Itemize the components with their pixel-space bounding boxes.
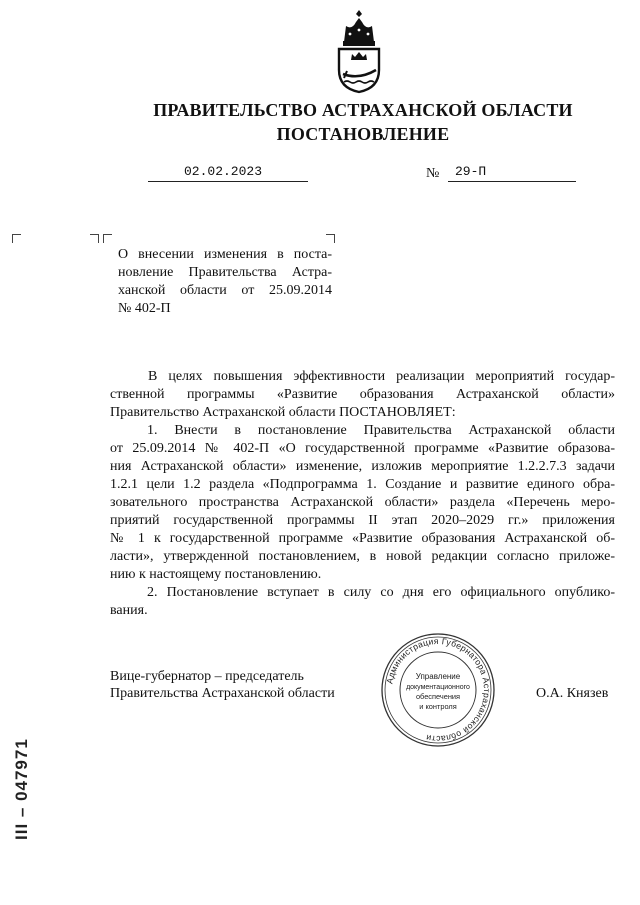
number-sign: №	[426, 166, 440, 181]
subject-line: ханской области от 25.09.2014	[118, 283, 332, 298]
body-line: В целях повышения эффективности реализации мероприятий государ-	[148, 369, 615, 384]
body-line: 1. Внести в постановление Правительства Астраханской области	[147, 423, 615, 438]
body-line: приятий государственной программы II этап 2020–2029 гг.» приложения	[110, 513, 615, 528]
corner-mark	[12, 234, 21, 243]
signatory-name: О.А. Князев	[536, 686, 609, 701]
body-line: Правительство Астраханской области ПОСТАНОВЛЯЕТ:	[110, 405, 456, 420]
number-underline	[448, 181, 576, 182]
document-number: 29-П	[455, 164, 487, 179]
stamp-inner-line: обеспечения	[415, 692, 461, 701]
body-line: 1.2.1 цели 1.2 раздела «Подпрограмма 1. Создание и развитие единого обра-	[110, 477, 615, 492]
subject-line: О внесении изменения в поста-	[118, 247, 332, 262]
date-underline	[148, 181, 308, 182]
document-body	[110, 368, 615, 620]
subject-line: № 402-П	[118, 301, 171, 316]
body-line: 2. Постановление вступает в силу со дня его официального опублико-	[147, 585, 615, 600]
stamp-outer-text: Администрация Губернатора Астраханской области	[384, 635, 493, 745]
corner-mark	[326, 234, 335, 243]
body-line: зовательного пространства Астраханской области» раздела «Перечень меро-	[110, 495, 615, 510]
document-date: 02.02.2023	[184, 164, 263, 179]
body-line: ния Астраханской области» изменение, изложив мероприятие 1.2.2.7.3 задачи	[110, 459, 615, 474]
astrakhan-coat-of-arms-icon	[330, 8, 388, 94]
stamp-inner-line: документационного	[406, 684, 470, 691]
document-type-title: ПОСТАНОВЛЕНИЕ	[276, 124, 450, 144]
body-line: ласти», утвержденной постановлением, в новой редакции согласно приложе-	[110, 549, 615, 564]
corner-mark	[90, 234, 99, 243]
body-line: вания.	[110, 603, 148, 618]
document-subject	[118, 246, 332, 318]
body-line: ственной программы «Развитие образования Астраханской области»	[110, 387, 615, 402]
stamp-inner-line: Управление	[415, 672, 461, 681]
margin-registration-number: III – 047971	[12, 738, 31, 840]
government-title: ПРАВИТЕЛЬСТВО АСТРАХАНСКОЙ ОБЛАСТИ	[153, 100, 573, 120]
signatory-position-line-2: Правительства Астраханской области	[110, 686, 335, 701]
corner-mark	[103, 234, 112, 243]
body-line: № 1 к государственной программе «Развитие образования Астраханской об-	[110, 531, 615, 546]
body-line: нию к настоящему постановлению.	[110, 567, 322, 582]
signatory-position-line-1: Вице-губернатор – председатель	[110, 669, 304, 684]
subject-line: новление Правительства Астра-	[118, 265, 332, 280]
official-stamp	[380, 632, 496, 748]
stamp-inner-line: и контроля	[419, 702, 457, 711]
body-line: от 25.09.2014 № 402-П «О государственной программе «Развитие образова-	[110, 441, 615, 456]
